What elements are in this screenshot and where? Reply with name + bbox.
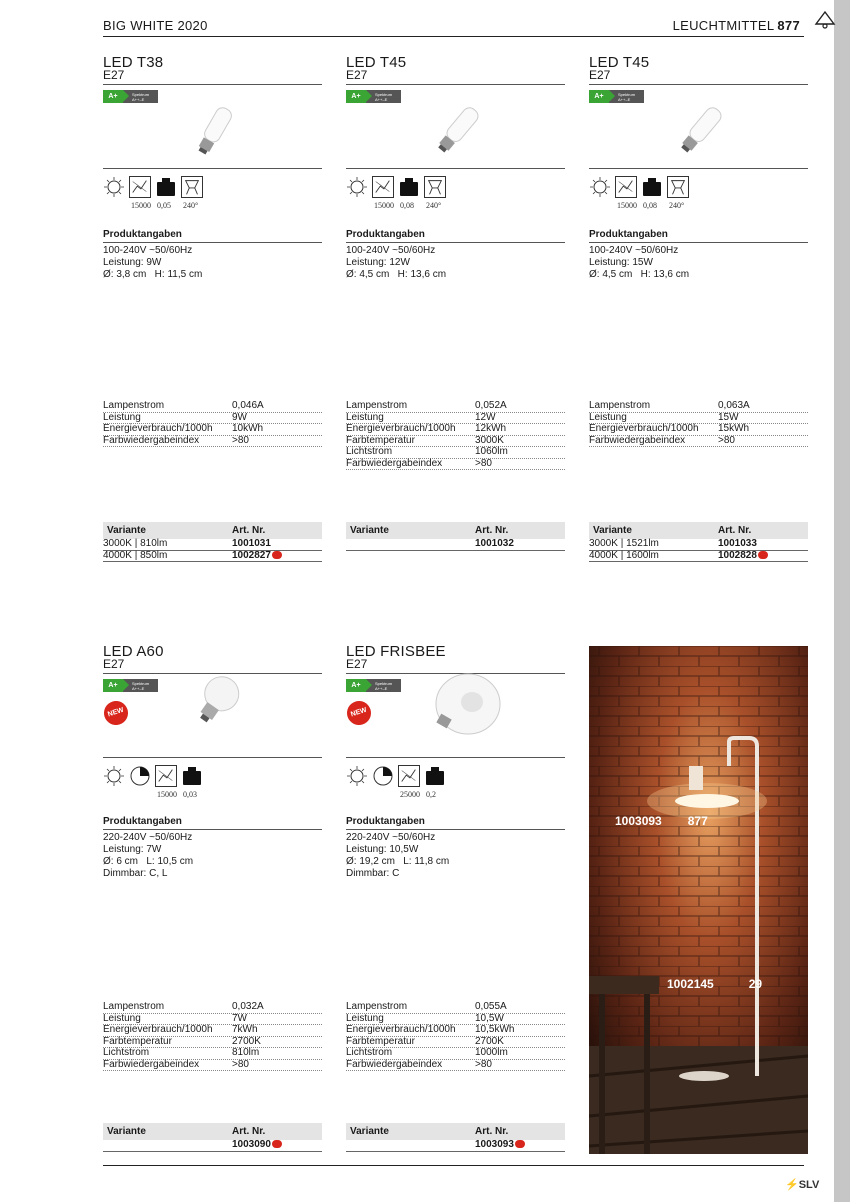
lifetime-chart-icon: [398, 765, 420, 789]
article-number: [718, 539, 757, 550]
spec-line: Ø: 3,8 cm H: 11,5 cm: [103, 269, 203, 280]
row-value: 0,063A: [718, 400, 750, 411]
row-label: Lichtstrom: [346, 1047, 393, 1058]
product-title: LED T45: [589, 54, 650, 71]
variant-row: [346, 1140, 565, 1152]
variant-header: [346, 1123, 565, 1140]
energy-class: A+: [346, 679, 366, 692]
spec-line: Leistung: 12W: [346, 257, 410, 268]
beam-angle-icon: [667, 176, 689, 200]
photo-article-number: 1002145: [667, 977, 714, 991]
variant-header: [589, 522, 808, 539]
energy-class: A+: [589, 90, 609, 103]
variant-header: [103, 1123, 322, 1140]
bulb-image: [428, 100, 488, 165]
lifetime-chart-icon: [372, 176, 394, 200]
row-value: 10,5kWh: [475, 1024, 515, 1035]
table-row: [346, 401, 565, 413]
variant-row: [589, 539, 808, 551]
light-bulb-icon: [103, 765, 125, 789]
section-heading: Produktangaben: [589, 229, 668, 240]
page-edge-bar: [834, 0, 850, 1202]
article-number-text: 1002827: [232, 549, 271, 561]
icon-value: 0,08: [643, 201, 657, 210]
row-value: 7kWh: [232, 1024, 258, 1035]
icon-value: 0,08: [400, 201, 414, 210]
row-label: Leistung: [103, 1012, 141, 1024]
spec-line: 220-240V ~50/60Hz: [346, 832, 436, 843]
variant-row: [103, 1140, 322, 1152]
variant-name: 3000K | 1521lm: [589, 538, 659, 549]
row-label: Energieverbrauch/1000h: [346, 1024, 456, 1035]
article-number: [475, 539, 514, 550]
row-label: Farbtemperatur: [346, 434, 415, 446]
row-value: 3000K: [475, 434, 504, 446]
socket-type: E27: [103, 657, 125, 671]
power-icon: [641, 176, 663, 200]
photo-page-ref: 877: [687, 814, 708, 828]
row-label: Energieverbrauch/1000h: [103, 1024, 213, 1035]
article-number-text: 1002828: [718, 549, 757, 561]
row-label: Lampenstrom: [346, 1001, 408, 1012]
icon-value: 15000: [617, 201, 637, 210]
image-rule: [346, 168, 565, 169]
light-bulb-icon: [346, 765, 368, 789]
section-rule: [589, 242, 808, 243]
new-article-icon: [758, 551, 768, 559]
variant-header: [103, 522, 322, 539]
feature-icons: [103, 176, 203, 200]
spec-line: Leistung: 10,5W: [346, 844, 419, 855]
row-label: Farbtemperatur: [346, 1035, 415, 1047]
title-rule: [346, 84, 565, 85]
floor-lamp-photo: [589, 646, 808, 1154]
tech-table: [346, 401, 565, 470]
row-label: Leistung: [346, 1012, 384, 1024]
row-label: Energieverbrauch/1000h: [589, 423, 699, 434]
variant-name: [103, 1140, 232, 1151]
tech-table: [103, 1002, 322, 1071]
power-icon: [181, 765, 203, 789]
article-col-header: Art. Nr.: [475, 1126, 509, 1137]
variant-row: [103, 551, 322, 563]
row-value: >80: [475, 457, 492, 469]
variant-table: [346, 1123, 565, 1152]
section-header: [670, 18, 800, 33]
variant-col-header: Variante: [350, 525, 389, 536]
section-rule: [103, 829, 322, 830]
spectrum-label: Spektrum: [375, 680, 393, 686]
article-col-header: Art. Nr.: [232, 525, 266, 536]
socket-type: E27: [589, 68, 611, 82]
row-value: 15kWh: [718, 423, 750, 434]
new-badge: NEW: [101, 698, 131, 728]
spec-line: Ø: 6 cm L: 10,5 cm: [103, 856, 194, 867]
icon-value: 240°: [426, 201, 442, 210]
row-value: 810lm: [232, 1047, 260, 1058]
title-rule: [589, 84, 808, 85]
spectrum-label: Spektrum: [618, 91, 636, 97]
variant-name: 4000K | 850lm: [103, 549, 168, 561]
section-heading: Produktangaben: [103, 229, 182, 240]
table-row: [589, 436, 808, 448]
table-row: [103, 1002, 322, 1014]
icon-value: 15000: [157, 790, 177, 799]
catalog-title: BIG WHITE 2020: [103, 18, 208, 33]
footer-rule: [103, 1165, 804, 1166]
icon-value: 240°: [183, 201, 199, 210]
bulb-image: [185, 100, 245, 165]
row-value: 1060lm: [475, 446, 508, 457]
article-number: [232, 539, 271, 550]
row-label: Lampenstrom: [103, 400, 165, 411]
section-heading: Produktangaben: [346, 816, 425, 827]
product-title: LED A60: [103, 643, 164, 660]
row-label: Farbwiedergabeindex: [589, 434, 686, 446]
energy-label: [346, 679, 401, 692]
feature-icons: [589, 176, 689, 200]
product-title: LED FRISBEE: [346, 643, 446, 660]
spec-line: Dimmbar: C, L: [103, 868, 168, 879]
row-label: Leistung: [103, 411, 141, 423]
spec-line: 100-240V ~50/60Hz: [589, 245, 679, 256]
article-number-text: 1001032: [475, 538, 514, 549]
product-title: LED T45: [346, 54, 407, 71]
brand-name: SLV: [798, 1179, 820, 1191]
row-value: 2700K: [475, 1035, 504, 1047]
table-row: [346, 1060, 565, 1072]
table-row: [103, 1048, 322, 1060]
variant-name: [346, 539, 475, 550]
spectrum-range: A++–E: [375, 96, 388, 102]
spec-line: 220-240V ~50/60Hz: [103, 832, 193, 843]
article-number-text: 1001031: [232, 538, 271, 549]
article-number: [718, 551, 768, 562]
spec-line: 100-240V ~50/60Hz: [346, 245, 436, 256]
spark-icon: ⚡: [785, 1179, 799, 1191]
photo-product-ref-2: [667, 977, 762, 991]
row-label: Energieverbrauch/1000h: [346, 423, 456, 434]
lifestyle-photo: [589, 646, 808, 1154]
energy-label: [103, 679, 158, 692]
lifetime-chart-icon: [155, 765, 177, 789]
power-icon: [424, 765, 446, 789]
photo-article-number: 1003093: [615, 814, 662, 828]
row-value: 15W: [718, 411, 739, 423]
variant-row: [103, 539, 322, 551]
tech-table: [103, 401, 322, 447]
row-label: Lampenstrom: [346, 400, 408, 411]
article-col-header: Art. Nr.: [718, 525, 752, 536]
row-value: 7W: [232, 1012, 247, 1024]
table-row: [346, 1048, 565, 1060]
spec-line: Leistung: 15W: [589, 257, 653, 268]
article-number: [232, 1140, 282, 1151]
image-rule: [103, 168, 322, 169]
image-rule: [346, 757, 565, 758]
bulb-image: [424, 672, 504, 747]
article-number-text: 1003090: [232, 1139, 271, 1150]
spectrum-range: A++–E: [132, 685, 145, 691]
icon-value: 0,05: [157, 201, 171, 210]
energy-class: A+: [103, 90, 123, 103]
article-number-text: 1003093: [475, 1139, 514, 1150]
bulb-image: [671, 100, 731, 165]
energy-class: A+: [346, 90, 366, 103]
icon-value: 0,2: [426, 790, 436, 799]
spectrum-range: A++–E: [375, 685, 388, 691]
row-label: Farbwiedergabeindex: [346, 1058, 443, 1070]
spec-line: Leistung: 9W: [103, 257, 162, 268]
variant-col-header: Variante: [350, 1126, 389, 1137]
dimmer-icon: [372, 765, 394, 789]
spectrum-range: A++–E: [132, 96, 145, 102]
row-value: 2700K: [232, 1035, 261, 1047]
spec-line: Ø: 19,2 cm L: 11,8 cm: [346, 856, 450, 867]
article-col-header: Art. Nr.: [475, 525, 509, 536]
variant-table: [103, 522, 322, 562]
row-value: 0,055A: [475, 1001, 507, 1012]
article-number: [232, 551, 282, 562]
row-value: 0,046A: [232, 400, 264, 411]
section-rule: [346, 242, 565, 243]
row-label: Farbwiedergabeindex: [103, 434, 200, 446]
row-value: 0,052A: [475, 400, 507, 411]
light-bulb-icon: [589, 176, 611, 200]
title-rule: [103, 84, 322, 85]
variant-col-header: Variante: [107, 1126, 146, 1137]
variant-col-header: Variante: [593, 525, 632, 536]
variant-col-header: Variante: [107, 525, 146, 536]
energy-label: [346, 90, 401, 103]
row-value: 12kWh: [475, 423, 507, 434]
icon-value: 15000: [131, 201, 151, 210]
spec-line: Dimmbar: C: [346, 868, 400, 879]
table-row: [589, 424, 808, 436]
row-label: Farbtemperatur: [103, 1035, 172, 1047]
spectrum-label: Spektrum: [132, 91, 150, 97]
section-heading: Produktangaben: [346, 229, 425, 240]
icon-value: 25000: [400, 790, 420, 799]
section-label: LEUCHTMITTEL: [672, 18, 775, 33]
row-value: 0,032A: [232, 1001, 264, 1012]
tech-table: [346, 1002, 565, 1071]
row-value: >80: [232, 1058, 249, 1070]
feature-icons: [103, 765, 203, 789]
section-rule: [103, 242, 322, 243]
table-row: [103, 436, 322, 448]
section-heading: Produktangaben: [103, 816, 182, 827]
icon-value: 240°: [669, 201, 685, 210]
table-row: [346, 1025, 565, 1037]
lamp-icon: [811, 6, 839, 32]
icon-value: 0,03: [183, 790, 197, 799]
row-label: Leistung: [589, 411, 627, 423]
product-title: LED T38: [103, 54, 164, 71]
tech-table: [589, 401, 808, 447]
light-bulb-icon: [346, 176, 368, 200]
beam-angle-icon: [424, 176, 446, 200]
feature-icons: [346, 765, 446, 789]
table-row: [346, 447, 565, 459]
socket-type: E27: [346, 657, 368, 671]
variant-table: [346, 522, 565, 551]
variant-header: [346, 522, 565, 539]
energy-class: A+: [103, 679, 123, 692]
photo-product-ref-1: [615, 814, 708, 828]
new-article-icon: [515, 1140, 525, 1148]
header-rule: [103, 36, 804, 37]
row-value: 10kWh: [232, 423, 264, 434]
brand-logo: [785, 1178, 819, 1191]
row-label: Energieverbrauch/1000h: [103, 423, 213, 434]
row-value: 1000lm: [475, 1047, 508, 1058]
spectrum-label: Spektrum: [132, 680, 150, 686]
variant-table: [589, 522, 808, 562]
row-label: Farbwiedergabeindex: [103, 1058, 200, 1070]
feature-icons: [346, 176, 446, 200]
table-row: [103, 401, 322, 413]
power-icon: [398, 176, 420, 200]
spec-line: Leistung: 7W: [103, 844, 162, 855]
page-number: 877: [777, 18, 800, 33]
variant-name: [346, 1140, 475, 1151]
article-col-header: Art. Nr.: [232, 1126, 266, 1137]
article-number: [475, 1140, 525, 1151]
row-value: >80: [232, 434, 249, 446]
table-row: [589, 401, 808, 413]
light-bulb-icon: [103, 176, 125, 200]
row-label: Farbwiedergabeindex: [346, 457, 443, 469]
variant-name: 3000K | 810lm: [103, 538, 168, 549]
spectrum-range: A++–E: [618, 96, 631, 102]
row-label: Lichtstrom: [346, 446, 393, 457]
article-number-text: 1001033: [718, 538, 757, 549]
row-label: Lichtstrom: [103, 1047, 150, 1058]
table-row: [346, 1002, 565, 1014]
beam-angle-icon: [181, 176, 203, 200]
section-rule: [346, 829, 565, 830]
row-value: >80: [475, 1058, 492, 1070]
image-rule: [589, 168, 808, 169]
image-rule: [103, 757, 322, 758]
lifetime-chart-icon: [615, 176, 637, 200]
bulb-image: [181, 672, 251, 737]
spec-line: Ø: 4,5 cm H: 13,6 cm: [346, 269, 447, 280]
row-value: 9W: [232, 411, 247, 423]
row-label: Lampenstrom: [103, 1001, 165, 1012]
lifetime-chart-icon: [129, 176, 151, 200]
table-row: [346, 424, 565, 436]
row-label: Lampenstrom: [589, 400, 651, 411]
row-value: 10,5W: [475, 1012, 504, 1024]
variant-row: [346, 539, 565, 551]
photo-page-ref: 29: [748, 977, 763, 991]
energy-label: [103, 90, 158, 103]
row-label: Leistung: [346, 411, 384, 423]
dimmer-icon: [129, 765, 151, 789]
spectrum-label: Spektrum: [375, 91, 393, 97]
icon-value: 15000: [374, 201, 394, 210]
new-badge: NEW: [344, 698, 374, 728]
row-value: >80: [718, 434, 735, 446]
table-row: [103, 424, 322, 436]
spec-line: 100-240V ~50/60Hz: [103, 245, 193, 256]
new-article-icon: [272, 1140, 282, 1148]
spec-line: Ø: 4,5 cm H: 13,6 cm: [589, 269, 690, 280]
new-article-icon: [272, 551, 282, 559]
power-icon: [155, 176, 177, 200]
row-value: 12W: [475, 411, 496, 423]
variant-table: [103, 1123, 322, 1152]
table-row: [346, 459, 565, 471]
socket-type: E27: [346, 68, 368, 82]
energy-label: [589, 90, 644, 103]
variant-name: 4000K | 1600lm: [589, 549, 659, 561]
table-row: [103, 1025, 322, 1037]
table-row: [103, 1060, 322, 1072]
socket-type: E27: [103, 68, 125, 82]
variant-row: [589, 551, 808, 563]
